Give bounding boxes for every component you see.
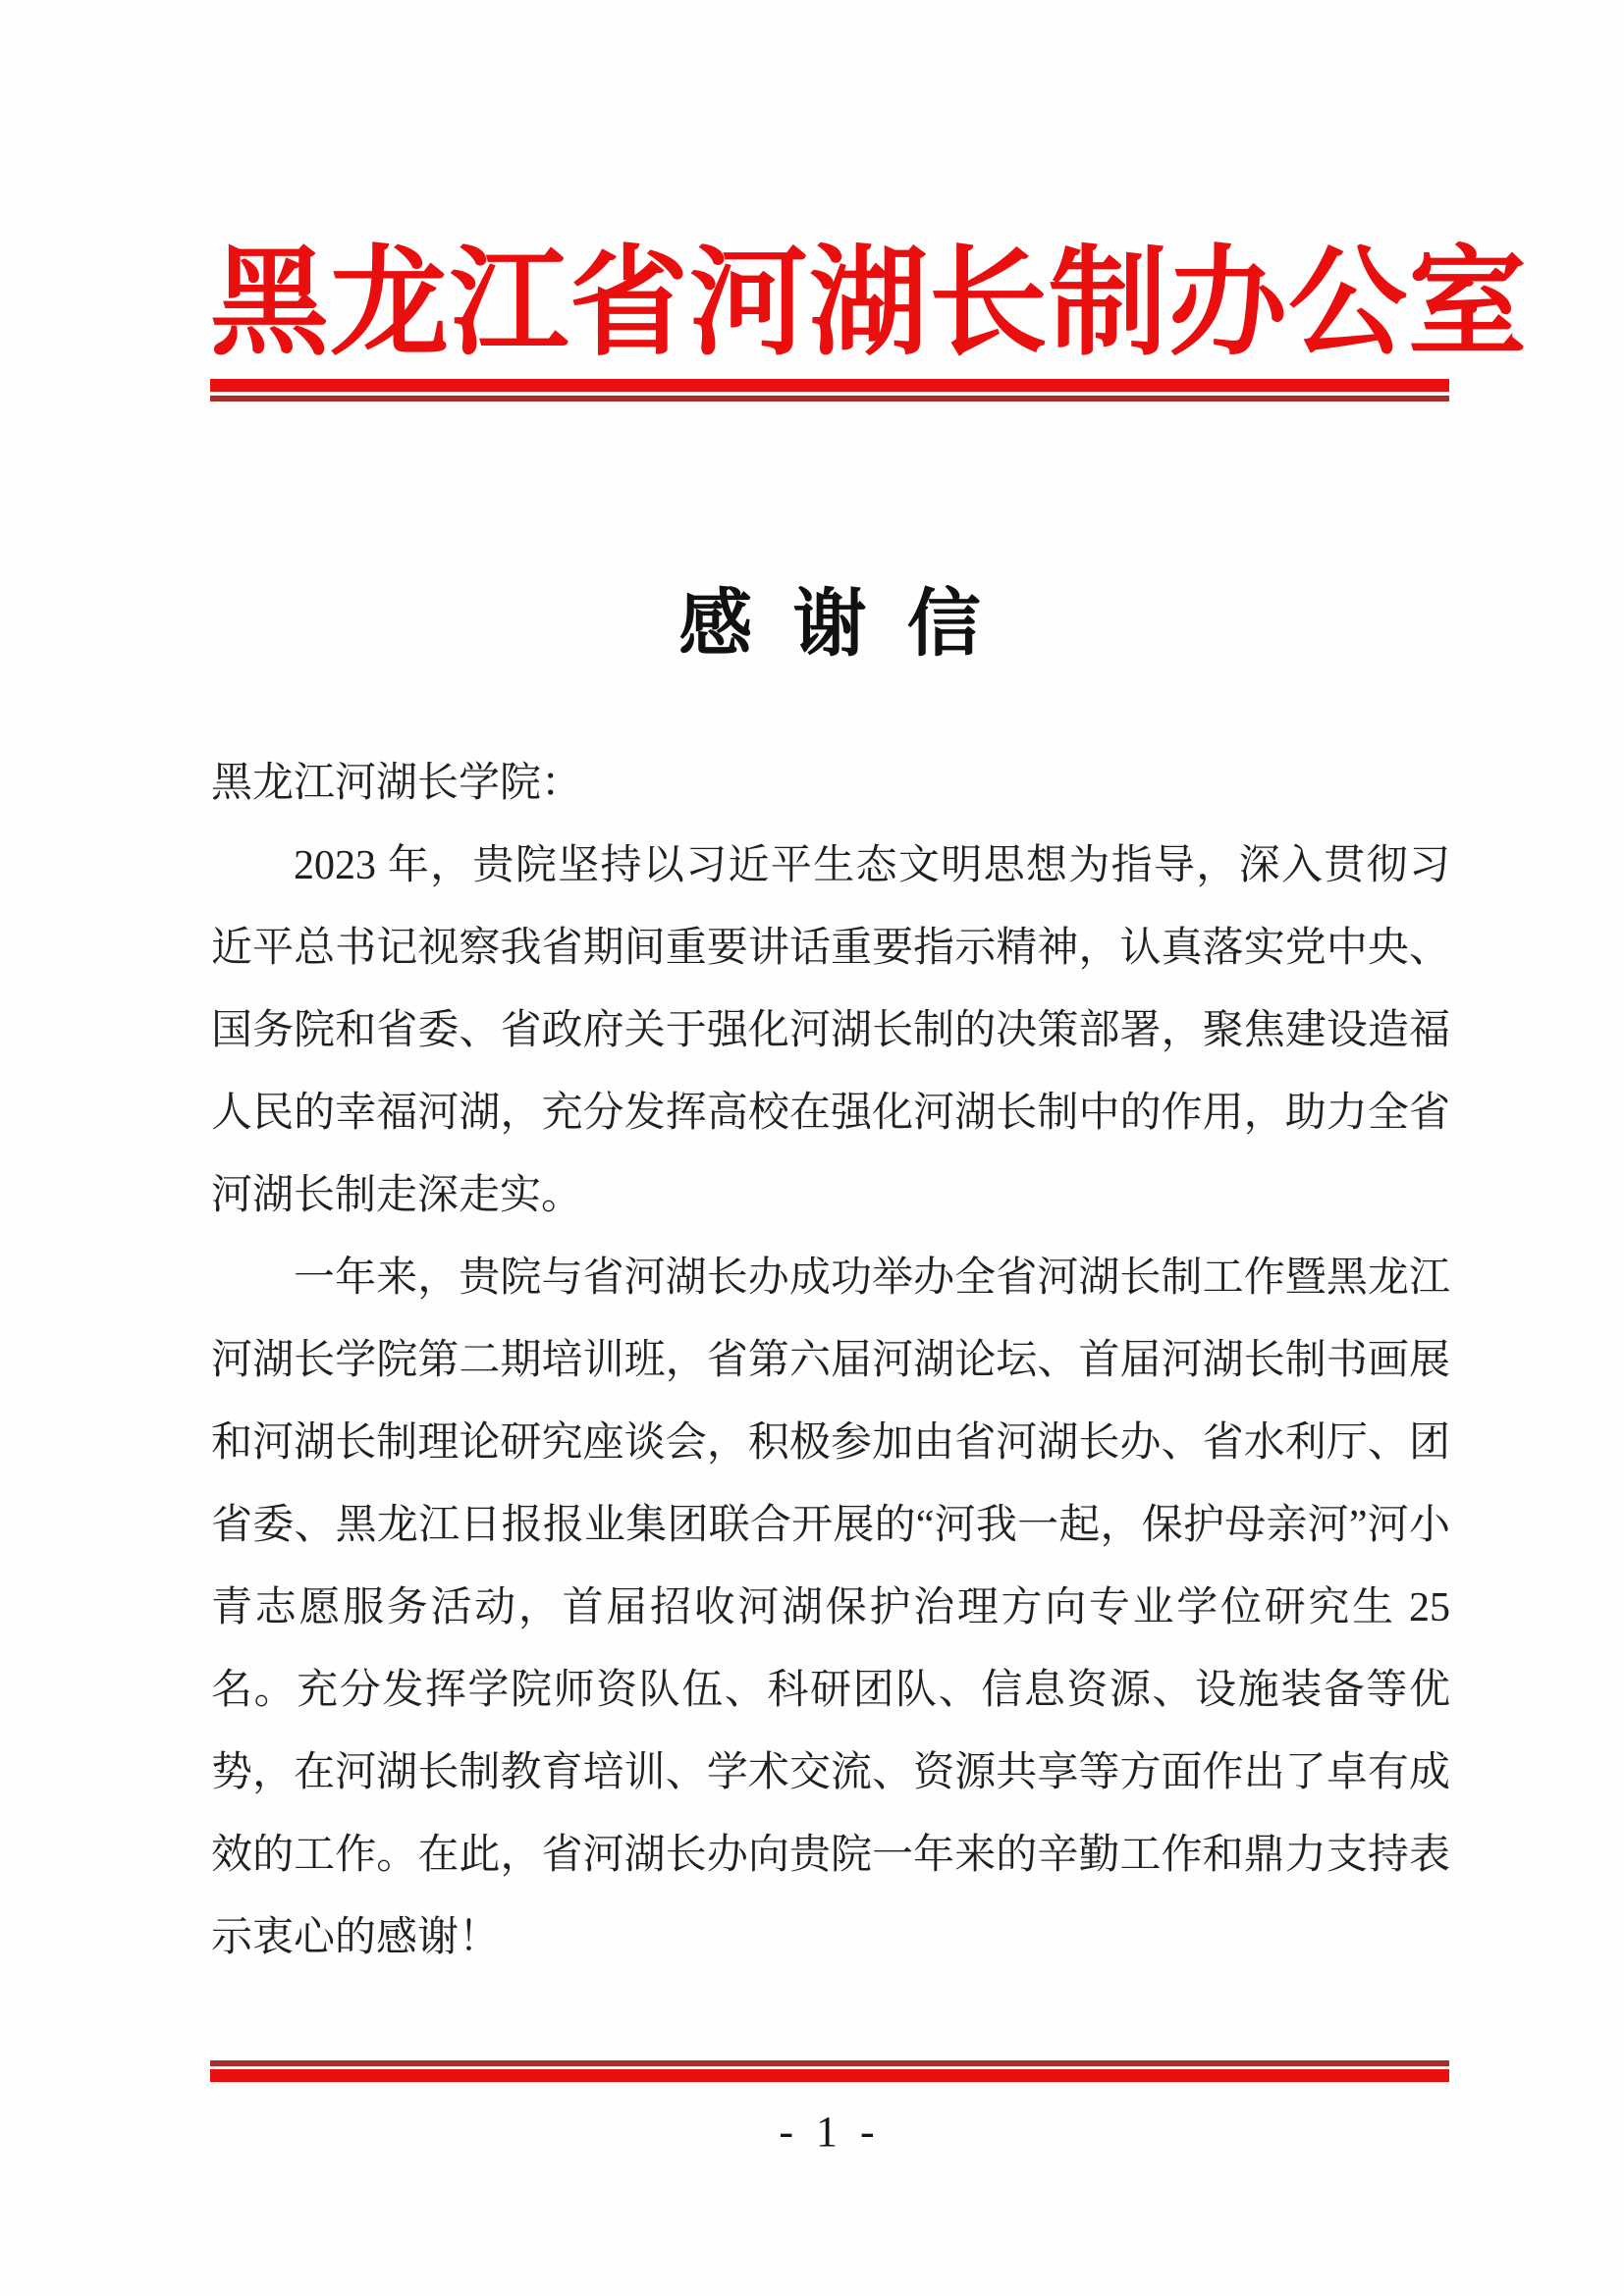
divider-thick-line [210,379,1449,392]
letterhead-divider [210,379,1449,401]
divider-thin-line [210,2060,1449,2066]
salutation: 黑龙江河湖长学院： [211,761,583,806]
letterhead-title: 黑龙江省河湖长制办公室 [210,239,1529,370]
body-paragraph-2: 一年来，贵院与省河湖长办成功举办全省河湖长制工作暨黑龙江河湖长学院第二期培训班，省第六届河湖论坛、首届河湖长制书画展和河湖长制理论研究座谈会，积极参加由省河湖长办、省水利厅、团省委、黑龙江日报报业集团联合开展的“河我一起，保护母亲河”河小青志愿服务活动，首届招收河湖保护治理方向专业学位研究生 25 名。充分发挥学院师资队伍、科研团队、信息资源、设施装备等优势，在河湖长制教育培训、学术交流、资源共享等方面作出了卓有成效的工作。在此，省河湖长办向贵院一年来的辛勤工作和鼎力支持表示衷心的感谢！ [211,1255,1450,1960]
divider-thick-line [210,2069,1449,2082]
body-paragraph-1: 2023 年，贵院坚持以习近平生态文明思想为指导，深入贯彻习近平总书记视察我省期间重要讲话重要指示精神，认真落实党中央、国务院和省委、省政府关于强化河湖长制的决策部署，聚焦建设造福人民的幸福河湖，充分发挥高校在强化河湖长制中的作用，助力全省河湖长制走深走实。 [211,843,1450,1218]
page-number: - 1 - [779,2108,881,2156]
document-title: 感 谢 信 [678,584,981,666]
footer-divider [210,2060,1449,2082]
letter-body [211,742,1450,1979]
divider-thin-line [210,396,1449,401]
